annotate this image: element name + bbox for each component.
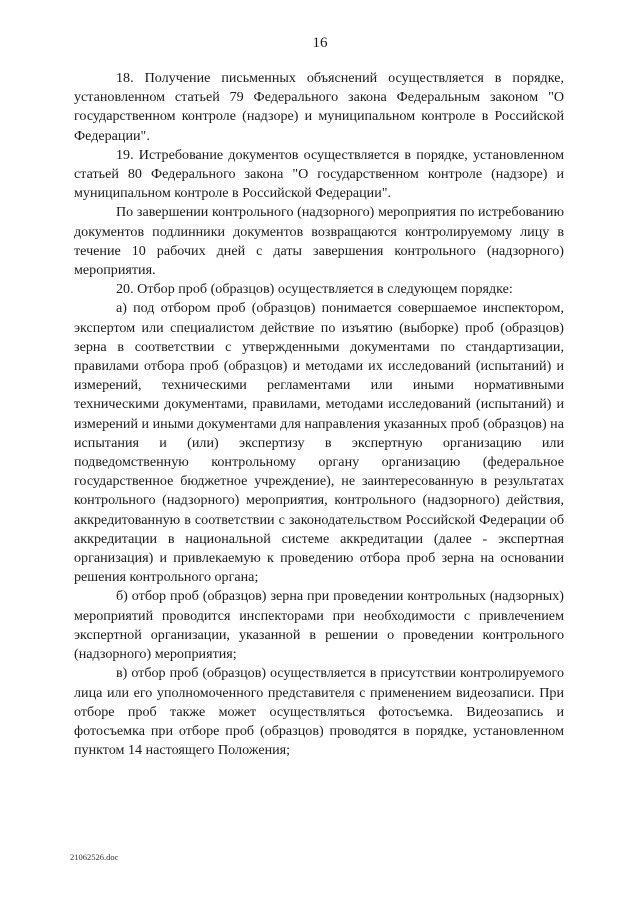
paragraph-19: 19. Истребование документов осуществляется в порядке, установленном статьей 80 Федерального закона "О государственном контроле (надзоре) и муниципальном контроле в Российской Федерации". [74,146,564,202]
page-number: 16 [312,35,328,51]
footer-filename: 21062526.doc [70,852,119,862]
paragraph-18: 18. Получение письменных объяснений осуществляется в порядке, установленном статьей 79 Федерального закона Федеральным законом "О государственном контроле (надзоре) и муниципальном контроле в Российской Федерации". [74,70,564,144]
subparagraph-v: в) отбор проб (образцов) осуществляется в присутствии контролируемого лица или его уполномоченного представителя с применением видеозаписи. При отборе проб также может осуществляться фотосъемка. Видеозапись и фотосъемка при отборе проб (образцов) проводятся в порядке, установленном пунктом 14 настоящего Положения; [74,665,564,759]
paragraph-return-documents: По завершении контрольного (надзорного) мероприятия по истребованию документов подлинники документов возвращаются контролируемому лицу в течение 10 рабочих дней с даты завершения контрольного (надзорного) мероприятия. [74,204,564,279]
subparagraph-a: а) под отбором проб (образцов) понимается совершаемое инспектором, экспертом или специалистом действие по изъятию (выборке) проб (образцов) зерна в соответствии с утвержденными документами по стандартизации, правилами отбора проб (образцов) и методами их исследований (испытаний) и измерений, техническими регламентами или иными нормативными техническими документами, правилами, методами исследований (испытаний) и измерений и иными документами для направления указанных проб (образцов) на испытания и (или) экспертизу в экспертную организацию или подведомственную контрольному органу организацию (федеральное государственное бюджетное учреждение), не заинтересованную в результатах контрольного (надзорного) мероприятия, контрольного (надзорного) действия, аккредитованную в соответствии с законодательством Российской Федерации об аккредитации в национальной системе аккредитации (далее - экспертная организация) и привлекаемую к проведению отбора проб зерна на основании решения контрольного органа; [74,300,564,586]
subparagraph-b: б) отбор проб (образцов) зерна при проведении контрольных (надзорных) мероприятий проводится инспекторами при необходимости с привлечением экспертной организации, указанной в решении о проведении контрольного (надзорного) мероприятия; [74,588,564,663]
paragraph-20: 20. Отбор проб (образцов) осуществляется в следующем порядке: [116,281,513,298]
document-body [74,69,564,760]
